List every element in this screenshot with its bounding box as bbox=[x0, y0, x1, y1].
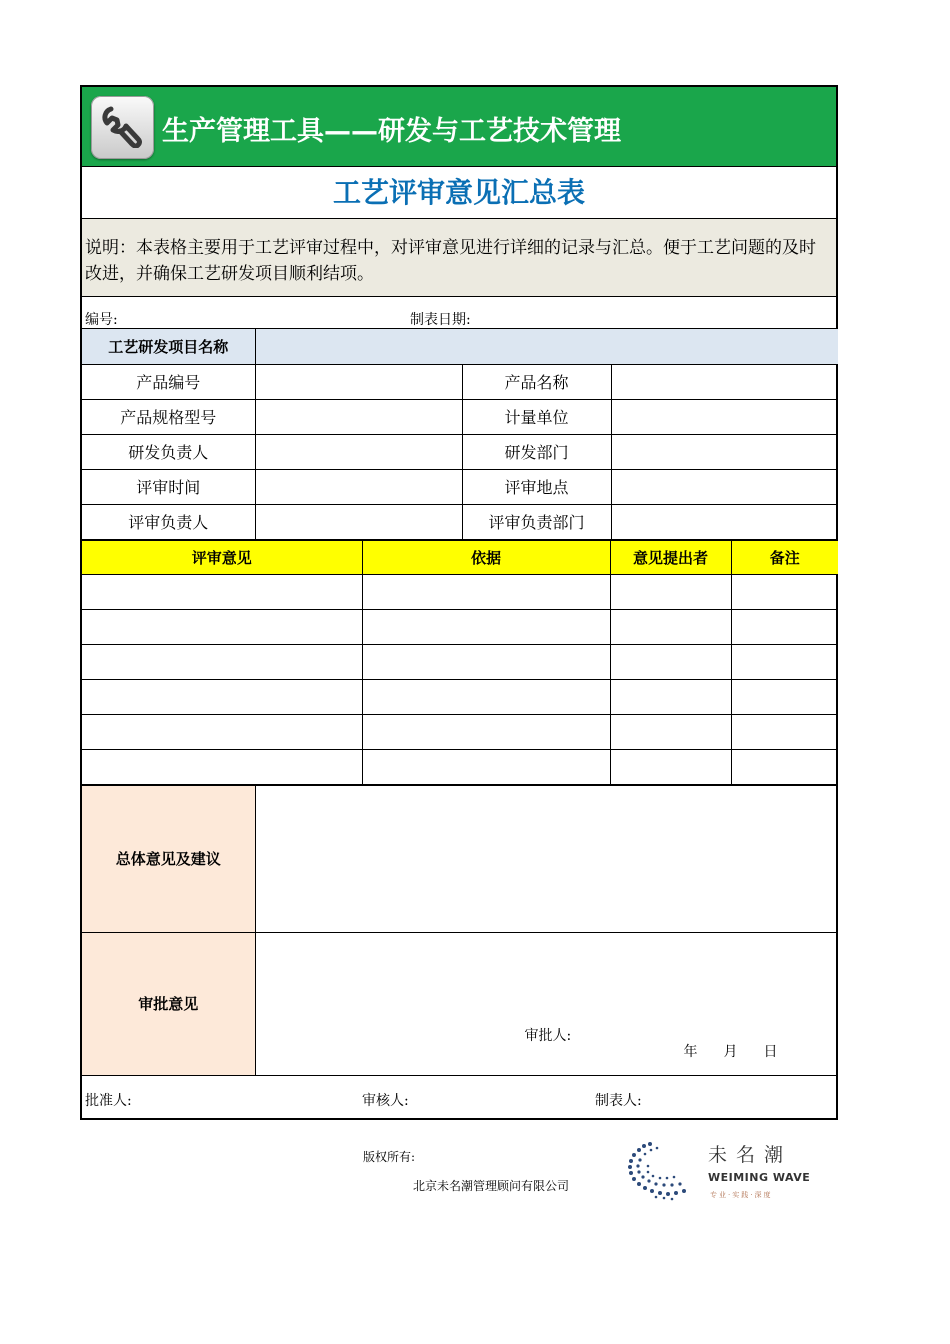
field-input[interactable] bbox=[255, 504, 462, 539]
table-cell[interactable] bbox=[610, 644, 731, 679]
field-label: 产品名称 bbox=[462, 364, 611, 399]
overall-opinion-input[interactable] bbox=[255, 785, 838, 932]
comments-table bbox=[82, 785, 838, 1076]
description: 说明：本表格主要用于工艺评审过程中，对评审意见进行详细的记录与汇总。便于工艺问题的及时改进，并确保工艺研发项目顺利结项。 bbox=[82, 219, 836, 297]
field-input[interactable] bbox=[611, 469, 838, 504]
field-input[interactable] bbox=[255, 364, 462, 399]
table-cell[interactable] bbox=[731, 679, 838, 714]
table-cell[interactable] bbox=[362, 679, 610, 714]
header-banner bbox=[82, 87, 836, 167]
project-name-label: 工艺研发项目名称 bbox=[82, 329, 255, 364]
date-month: 月 bbox=[723, 1043, 738, 1060]
review-form bbox=[80, 85, 838, 1120]
table-cell[interactable] bbox=[610, 749, 731, 784]
table-row bbox=[82, 714, 838, 749]
signature-row bbox=[82, 1076, 836, 1118]
form-title: 工艺评审意见汇总表 bbox=[332, 176, 585, 209]
table-row bbox=[82, 679, 838, 714]
field-label: 评审负责人 bbox=[82, 504, 255, 539]
table-cell[interactable] bbox=[82, 644, 362, 679]
logo-name-cn: 未名潮 bbox=[708, 1144, 793, 1166]
table-cell[interactable] bbox=[362, 714, 610, 749]
header-title: 生产管理工具——研发与工艺技术管理 bbox=[162, 116, 621, 147]
table-cell[interactable] bbox=[362, 609, 610, 644]
date-day: 日 bbox=[763, 1043, 778, 1060]
date-year: 年 bbox=[683, 1043, 698, 1060]
table-row bbox=[82, 609, 838, 644]
opinions-table bbox=[82, 540, 838, 785]
form-title-row bbox=[82, 167, 836, 219]
table-cell[interactable] bbox=[362, 749, 610, 784]
field-label: 研发部门 bbox=[462, 434, 611, 469]
field-input[interactable] bbox=[255, 469, 462, 504]
table-cell[interactable] bbox=[82, 749, 362, 784]
field-label: 评审负责部门 bbox=[462, 504, 611, 539]
table-row bbox=[82, 644, 838, 679]
approved-by-label: 批准人: bbox=[85, 1092, 132, 1109]
logo-tagline: 专业·实践·深度 bbox=[710, 1191, 773, 1199]
table-cell[interactable] bbox=[731, 609, 838, 644]
project-info-table bbox=[82, 329, 838, 540]
meta-row bbox=[82, 297, 836, 329]
field-input[interactable] bbox=[611, 399, 838, 434]
company-name: 北京未名潮管理顾问有限公司 bbox=[413, 1179, 570, 1193]
copyright-label: 版权所有: bbox=[363, 1150, 416, 1164]
table-cell[interactable] bbox=[82, 714, 362, 749]
col-header: 意见提出者 bbox=[610, 540, 731, 574]
table-cell[interactable] bbox=[731, 749, 838, 784]
wrench-icon bbox=[91, 96, 154, 159]
field-label: 产品编号 bbox=[82, 364, 255, 399]
table-cell[interactable] bbox=[82, 609, 362, 644]
field-input[interactable] bbox=[611, 364, 838, 399]
col-header: 评审意见 bbox=[82, 540, 362, 574]
table-row bbox=[82, 574, 838, 609]
col-header: 备注 bbox=[731, 540, 838, 574]
wave-logo-icon bbox=[620, 1136, 700, 1206]
table-cell[interactable] bbox=[731, 574, 838, 609]
col-header: 依据 bbox=[362, 540, 610, 574]
field-input[interactable] bbox=[611, 434, 838, 469]
prepared-by-label: 制表人: bbox=[595, 1092, 642, 1109]
table-cell[interactable] bbox=[362, 574, 610, 609]
date-label: 制表日期: bbox=[410, 312, 471, 328]
approval-opinion-label: 审批意见 bbox=[82, 932, 255, 1075]
table-cell[interactable] bbox=[362, 644, 610, 679]
table-cell[interactable] bbox=[731, 714, 838, 749]
project-name-input[interactable] bbox=[255, 329, 838, 364]
field-input[interactable] bbox=[255, 434, 462, 469]
field-label: 研发负责人 bbox=[82, 434, 255, 469]
table-cell[interactable] bbox=[610, 679, 731, 714]
table-cell[interactable] bbox=[731, 644, 838, 679]
field-input[interactable] bbox=[255, 399, 462, 434]
reviewed-by-label: 审核人: bbox=[362, 1092, 409, 1109]
table-cell[interactable] bbox=[82, 574, 362, 609]
field-label: 计量单位 bbox=[462, 399, 611, 434]
logo-name-en: WEIMING WAVE bbox=[708, 1171, 811, 1184]
weiming-wave-logo bbox=[620, 1136, 810, 1206]
table-cell[interactable] bbox=[82, 679, 362, 714]
approver-label: 审批人: bbox=[524, 1027, 572, 1044]
table-cell[interactable] bbox=[610, 574, 731, 609]
table-row bbox=[82, 749, 838, 784]
field-label: 产品规格型号 bbox=[82, 399, 255, 434]
overall-opinion-label: 总体意见及建议 bbox=[82, 785, 255, 932]
field-label: 评审地点 bbox=[462, 469, 611, 504]
field-input[interactable] bbox=[611, 504, 838, 539]
table-cell[interactable] bbox=[610, 609, 731, 644]
table-cell[interactable] bbox=[610, 714, 731, 749]
field-label: 评审时间 bbox=[82, 469, 255, 504]
approval-opinion-input[interactable] bbox=[255, 932, 838, 1075]
number-label: 编号: bbox=[85, 312, 118, 328]
